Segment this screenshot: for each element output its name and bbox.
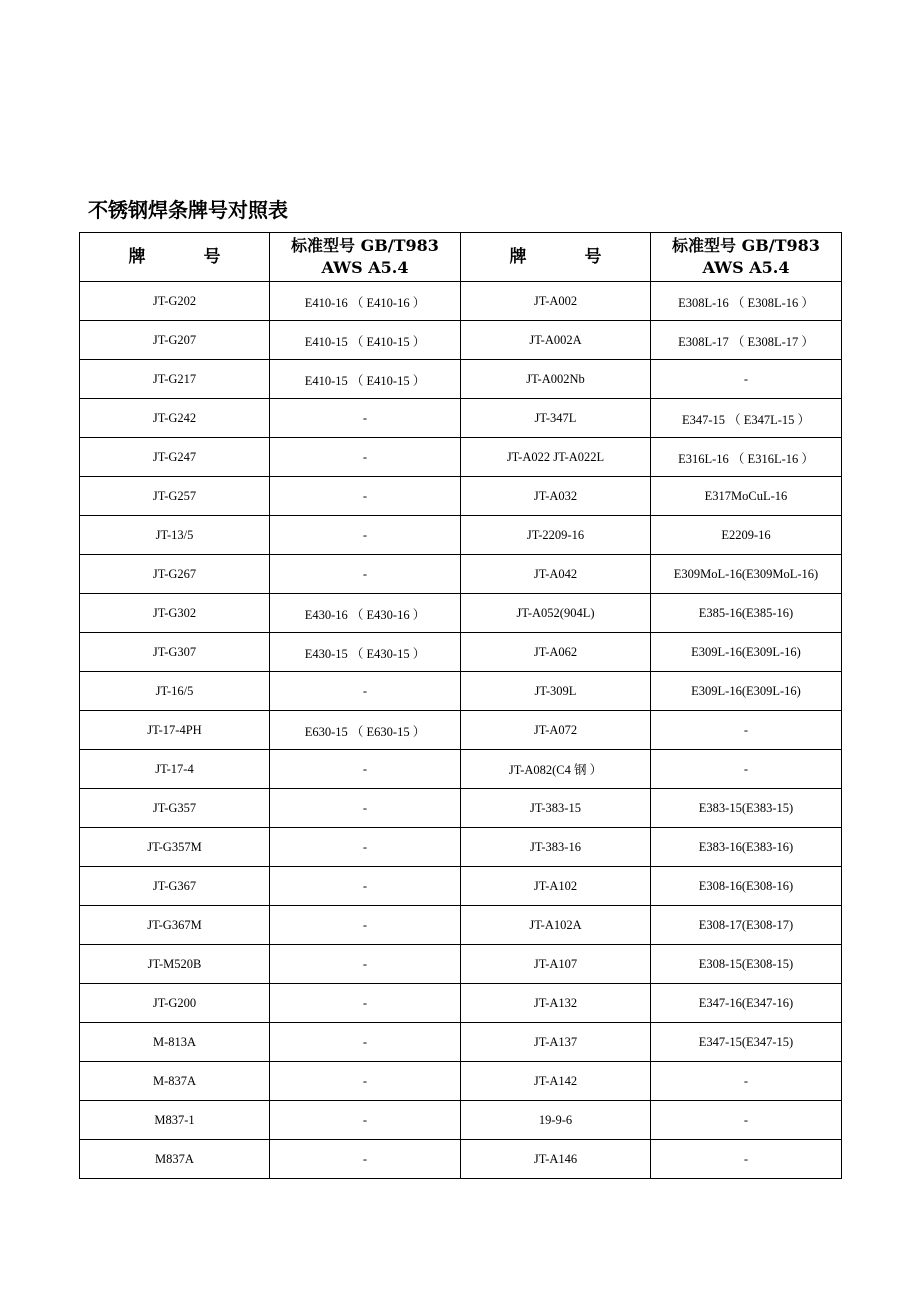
brand-cell-2: JT-A137 [461, 1023, 651, 1062]
brand-cell-1: JT-G307 [80, 633, 270, 672]
table-row [80, 321, 842, 360]
brand-cell-1: JT-17-4PH [80, 711, 270, 750]
brand-cell-1: M837-1 [80, 1101, 270, 1140]
header-brand-char-1: 牌 [128, 247, 146, 267]
standard-cell-1: - [270, 750, 461, 789]
standard-cell-2: E308-16(E308-16) [651, 867, 842, 906]
brand-cell-1: JT-G367M [80, 906, 270, 945]
brand-cell-1: JT-G247 [80, 438, 270, 477]
brand-cell-1: JT-G242 [80, 399, 270, 438]
table-row [80, 672, 842, 711]
standard-cell-1: E430-16 （ E430-16 ） [270, 594, 461, 633]
table-row [80, 1101, 842, 1140]
standard-cell-2: E309L-16(E309L-16) [651, 672, 842, 711]
standard-cell-1: - [270, 438, 461, 477]
standard-cell-2: - [651, 360, 842, 399]
brand-cell-2: JT-A102 [461, 867, 651, 906]
standard-cell-1: - [270, 1023, 461, 1062]
standard-cell-1: - [270, 984, 461, 1023]
brand-cell-1: JT-M520B [80, 945, 270, 984]
standard-cell-2: E383-16(E383-16) [651, 828, 842, 867]
brand-cell-1: JT-G202 [80, 282, 270, 321]
header-brand-char-2: 号 [584, 247, 602, 267]
standard-cell-2: E347-15 （ E347L-15 ） [651, 399, 842, 438]
brand-cell-2: JT-A022 JT-A022L [461, 438, 651, 477]
standard-cell-1: E410-15 （ E410-15 ） [270, 360, 461, 399]
table-row [80, 438, 842, 477]
brand-cell-2: JT-A032 [461, 477, 651, 516]
table-row [80, 477, 842, 516]
standard-cell-1: - [270, 789, 461, 828]
brand-cell-1: M-837A [80, 1062, 270, 1101]
brand-cell-1: JT-G257 [80, 477, 270, 516]
brand-cell-1: JT-G357 [80, 789, 270, 828]
brand-cell-2: JT-A107 [461, 945, 651, 984]
standard-cell-1: - [270, 672, 461, 711]
standard-cell-1: - [270, 516, 461, 555]
brand-cell-1: M-813A [80, 1023, 270, 1062]
standard-cell-1: E410-16 （ E410-16 ） [270, 282, 461, 321]
table-row [80, 984, 842, 1023]
standard-cell-1: - [270, 477, 461, 516]
table-row [80, 945, 842, 984]
brand-cell-2: JT-383-16 [461, 828, 651, 867]
brand-cell-2: JT-A002 [461, 282, 651, 321]
table-row [80, 789, 842, 828]
table-row [80, 594, 842, 633]
brand-cell-1: JT-G207 [80, 321, 270, 360]
brand-cell-2: JT-309L [461, 672, 651, 711]
standard-cell-2: E309L-16(E309L-16) [651, 633, 842, 672]
brand-cell-2: JT-A082(C4 钢 ） [461, 750, 651, 789]
table-row [80, 555, 842, 594]
table-header-row [80, 233, 842, 282]
standard-cell-1: - [270, 1101, 461, 1140]
standard-cell-2: - [651, 1062, 842, 1101]
standard-cell-2: E347-16(E347-16) [651, 984, 842, 1023]
brand-cell-2: JT-A142 [461, 1062, 651, 1101]
standard-cell-2: E308L-17 （ E308L-17 ） [651, 321, 842, 360]
brand-cell-2: JT-383-15 [461, 789, 651, 828]
header-standard-line-2: AWS A5.4 [702, 258, 790, 277]
table-row [80, 906, 842, 945]
standard-cell-2: E308-17(E308-17) [651, 906, 842, 945]
standard-cell-1: - [270, 399, 461, 438]
standard-cell-2: - [651, 750, 842, 789]
standard-cell-1: - [270, 945, 461, 984]
page-title: 不锈钢焊条牌号对照表 [88, 198, 288, 222]
standard-cell-1: - [270, 906, 461, 945]
standard-cell-1: - [270, 1140, 461, 1179]
table-row [80, 711, 842, 750]
standard-cell-2: E2209-16 [651, 516, 842, 555]
standard-cell-2: E316L-16 （ E316L-16 ） [651, 438, 842, 477]
table-row [80, 633, 842, 672]
table-row [80, 1062, 842, 1101]
header-standard-line-1: 标准型号 GB/T983 [672, 236, 820, 255]
header-standard-col-1 [270, 233, 461, 282]
brand-cell-2: JT-2209-16 [461, 516, 651, 555]
header-standard-line-2: AWS A5.4 [321, 258, 409, 277]
standard-cell-2: - [651, 1101, 842, 1140]
brand-cell-2: JT-A072 [461, 711, 651, 750]
brand-cell-2: 19-9-6 [461, 1101, 651, 1140]
brand-cell-1: M837A [80, 1140, 270, 1179]
standard-cell-1: - [270, 555, 461, 594]
brand-cell-2: JT-A146 [461, 1140, 651, 1179]
standard-cell-2: E317MoCuL-16 [651, 477, 842, 516]
brand-cell-2: JT-A132 [461, 984, 651, 1023]
brand-cell-2: JT-A102A [461, 906, 651, 945]
header-brand-col-1 [80, 233, 270, 282]
standard-cell-1: - [270, 828, 461, 867]
brand-cell-1: JT-G302 [80, 594, 270, 633]
table-row [80, 867, 842, 906]
table-row [80, 360, 842, 399]
brand-cell-1: JT-G200 [80, 984, 270, 1023]
brand-cell-1: JT-13/5 [80, 516, 270, 555]
standard-cell-1: - [270, 1062, 461, 1101]
brand-cell-1: JT-G267 [80, 555, 270, 594]
standard-cell-2: E383-15(E383-15) [651, 789, 842, 828]
brand-cell-2: JT-A002Nb [461, 360, 651, 399]
table-body [80, 282, 842, 1179]
standard-cell-1: E630-15 （ E630-15 ） [270, 711, 461, 750]
header-brand-char-2: 号 [203, 247, 221, 267]
table-row [80, 750, 842, 789]
standard-cell-2: - [651, 711, 842, 750]
header-brand-char-1: 牌 [509, 247, 527, 267]
brand-cell-2: JT-A052(904L) [461, 594, 651, 633]
table-row [80, 282, 842, 321]
brand-cell-2: JT-A002A [461, 321, 651, 360]
header-standard-col-2 [651, 233, 842, 282]
standard-cell-1: E410-15 （ E410-15 ） [270, 321, 461, 360]
standard-cell-2: E347-15(E347-15) [651, 1023, 842, 1062]
brand-cell-1: JT-G367 [80, 867, 270, 906]
standard-cell-2: E308-15(E308-15) [651, 945, 842, 984]
brand-cell-2: JT-A062 [461, 633, 651, 672]
header-standard-line-1: 标准型号 GB/T983 [291, 236, 439, 255]
electrode-comparison-table [79, 232, 842, 1179]
table-row [80, 399, 842, 438]
standard-cell-1: - [270, 867, 461, 906]
table-row [80, 1140, 842, 1179]
table-row [80, 516, 842, 555]
brand-cell-2: JT-347L [461, 399, 651, 438]
standard-cell-2: - [651, 1140, 842, 1179]
table-row [80, 828, 842, 867]
standard-cell-2: E385-16(E385-16) [651, 594, 842, 633]
brand-cell-1: JT-G357M [80, 828, 270, 867]
standard-cell-1: E430-15 （ E430-15 ） [270, 633, 461, 672]
header-brand-col-2 [461, 233, 651, 282]
brand-cell-1: JT-16/5 [80, 672, 270, 711]
brand-cell-2: JT-A042 [461, 555, 651, 594]
table-row [80, 1023, 842, 1062]
standard-cell-2: E308L-16 （ E308L-16 ） [651, 282, 842, 321]
brand-cell-1: JT-17-4 [80, 750, 270, 789]
standard-cell-2: E309MoL-16(E309MoL-16) [651, 555, 842, 594]
brand-cell-1: JT-G217 [80, 360, 270, 399]
